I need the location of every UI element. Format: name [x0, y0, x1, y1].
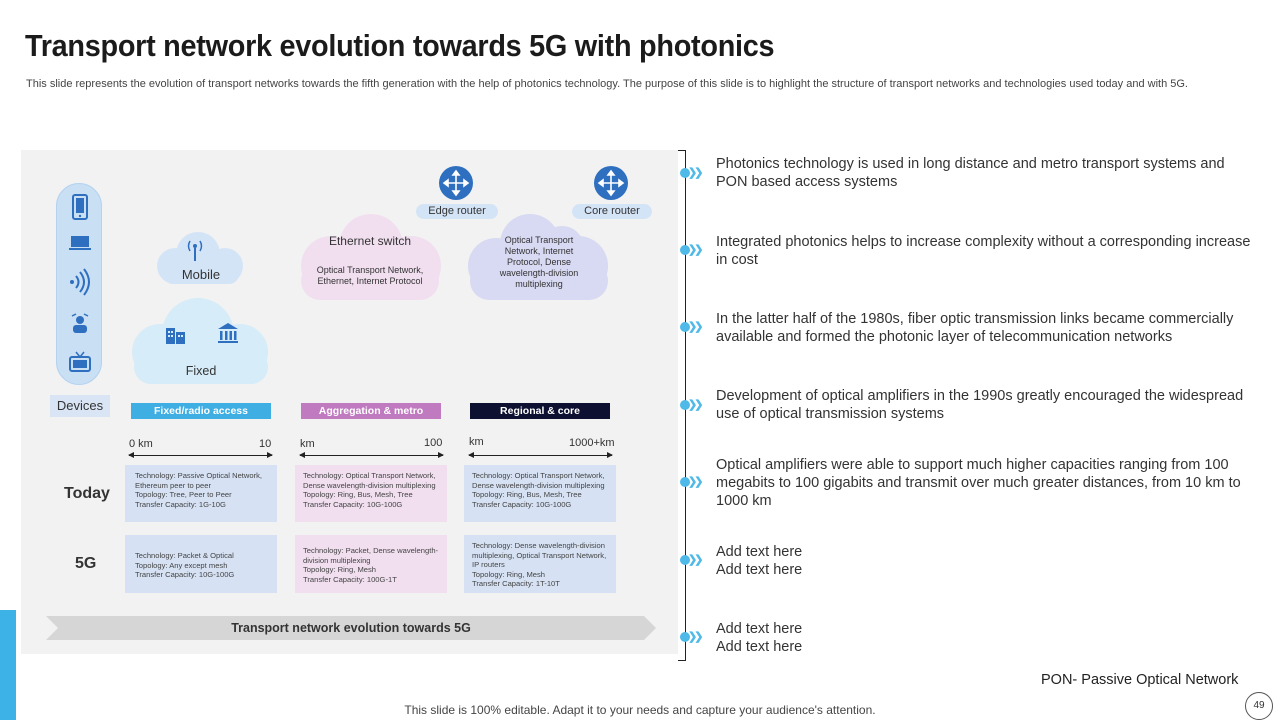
- ethernet-tech-text: Optical Transport Network, Ethernet, Internet Protocol: [316, 265, 424, 286]
- today-regional-box: Technology: Optical Transport Network, Dense wavelength-division multiplexing Topology: Ring, Bus, Mesh, Tree Transfer Capacity: 10G-100G: [464, 465, 616, 522]
- wireless-signal-icon: [57, 268, 103, 302]
- network-user-icon: [57, 312, 103, 342]
- point-6: Add text here Add text here: [716, 544, 803, 578]
- ethernet-cloud: [297, 212, 443, 302]
- stage-access-bar: Fixed/radio access: [131, 403, 271, 419]
- point-3: In the latter half of the 1980s, fiber optic transmission links became commercially available and formed the photonic layer of telecommunication networks: [716, 311, 1234, 345]
- reg-distance-arrow: [469, 455, 612, 456]
- today-access-box: Technology: Passive Optical Network, Ethereum peer to peer Topology: Tree, Peer to Peer Transfer Capacity: 1G-10G: [125, 465, 277, 522]
- fiveg-aggregation-box: Technology: Packet, Dense wavelength-division multiplexing Topology: Ring, Mesh Transfer Capacity: 100G-1T: [295, 535, 447, 593]
- slide-footer: This slide is 100% editable. Adapt it to your needs and capture your audience's attention.: [404, 703, 876, 717]
- access-end-km: 10: [259, 438, 272, 450]
- fiveg-access-box: Technology: Packet & Optical Topology: Any except mesh Transfer Capacity: 10G-100G: [125, 535, 277, 593]
- point-5: Optical amplifiers were able to support much higher capacities ranging from 100 megabits to 100 gigabits and transmit over much greater distances, from 10 km to 1000 km: [716, 457, 1241, 509]
- buildings-icon: [165, 324, 187, 344]
- reg-start-km: km: [469, 436, 484, 448]
- today-row-label: Today: [64, 485, 110, 502]
- access-distance-arrow: [129, 455, 272, 456]
- bank-icon: [217, 322, 239, 344]
- page-number: 49: [1245, 692, 1273, 720]
- slide-subtitle: This slide represents the evolution of transport networks towards the fifth generation with the help of photonics technology. The purpose of this slide is to highlight the structure of transport networks and technologies used today and with 5G.: [26, 78, 1188, 90]
- reg-end-km: 1000+km: [569, 437, 615, 449]
- smartphone-icon: [57, 194, 103, 226]
- core-router-label: Core router: [572, 204, 652, 219]
- antenna-icon: [186, 238, 204, 262]
- edge-router-label: Edge router: [416, 204, 498, 219]
- devices-label: Devices: [50, 395, 110, 417]
- pon-footnote: PON- Passive Optical Network: [1041, 672, 1239, 688]
- agg-distance-arrow: [300, 455, 443, 456]
- stage-regional-bar: Regional & core: [470, 403, 610, 419]
- evolution-label: Transport network evolution towards 5G: [231, 621, 471, 635]
- core-router-icon: [594, 166, 628, 200]
- point-7: Add text here Add text here: [716, 621, 803, 655]
- fiveg-row-label: 5G: [75, 555, 97, 572]
- point-4: Development of optical amplifiers in the 1990s greatly encouraged the widespread use of optical transmission systems: [716, 388, 1244, 422]
- today-aggregation-box: Technology: Optical Transport Network, Dense wavelength-division multiplexing Topology: Ring, Bus, Mesh, Tree Transfer Capacity: 10G-100G: [295, 465, 447, 522]
- agg-end-km: 100: [424, 437, 443, 449]
- mobile-label: Mobile: [181, 267, 221, 282]
- fixed-label: Fixed: [185, 364, 217, 378]
- slide-title: Transport network evolution towards 5G with photonics: [25, 28, 775, 63]
- bracket-bottom: [678, 660, 686, 661]
- laptop-icon: [57, 234, 103, 258]
- agg-start-km: km: [300, 438, 315, 450]
- ethernet-switch-label: Ethernet switch: [328, 234, 412, 248]
- optical-tech-text: Optical Transport Network, Internet Protocol, Dense wavelength-division multiplexing: [499, 235, 579, 289]
- point-2: Integrated photonics helps to increase complexity without a corresponding increase in cost: [716, 234, 1251, 268]
- stage-aggregation-bar: Aggregation & metro: [301, 403, 441, 419]
- access-start-km: 0 km: [129, 438, 153, 450]
- point-1: Photonics technology is used in long distance and metro transport systems and PON based access systems: [716, 156, 1225, 190]
- edge-router-icon: [439, 166, 473, 200]
- tv-icon: [57, 350, 103, 380]
- fiveg-regional-box: Technology: Dense wavelength-division multiplexing, Optical Transport Network, IP routers Topology: Ring, Mesh Transfer Capacity: 1T-10T: [464, 535, 616, 593]
- devices-column: [56, 183, 102, 385]
